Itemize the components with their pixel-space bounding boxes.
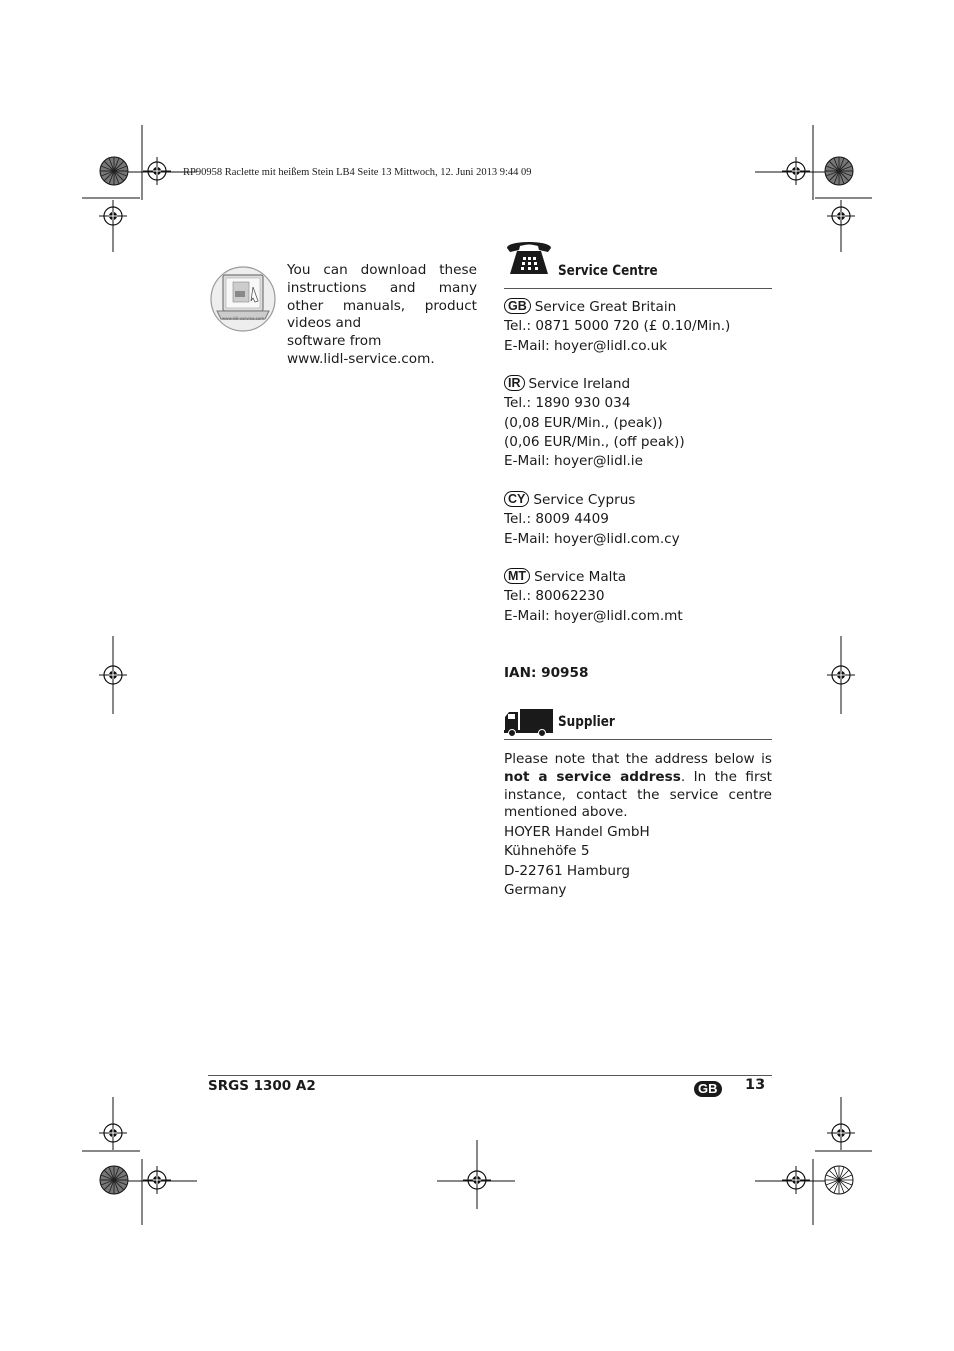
supplier-heading: Supplier: [558, 714, 615, 730]
ian-number: IAN: 90958: [504, 665, 589, 681]
service-entry-cy: CY Service Cyprus Tel.: 8009 4409 E-Mail: hoyer@lidl.com.cy: [504, 491, 774, 549]
section-divider: [504, 739, 772, 740]
supplier-note: Please note that the address below is not a service address. In the first instance, contact the service centre mentioned above.: [504, 751, 772, 821]
country-badge-ir: IR: [504, 375, 525, 391]
footer-model-number: SRGS 1300 A2: [208, 1078, 316, 1094]
download-info-text: You can download these instructions and many other manuals, product videos and software from www.lidl-service.com.: [287, 262, 477, 367]
service-entry-mt: MT Service Malta Tel.: 80062230 E-Mail: hoyer@lidl.com.mt: [504, 568, 774, 626]
print-slug-header: RP90958 Raclette mit heißem Stein LB4 Seite 13 Mittwoch, 12. Juni 2013 9:44 09: [183, 167, 532, 178]
supplier-address: HOYER Handel GmbH Kühnehöfe 5 D-22761 Hamburg Germany: [504, 824, 650, 898]
country-badge-gb: GB: [504, 298, 531, 314]
page-number: 13: [745, 1077, 766, 1093]
monitor-caption: www.lidl-service.com: [221, 316, 265, 321]
country-badge-mt: MT: [504, 568, 530, 584]
country-badge-cy: CY: [504, 491, 529, 507]
truck-icon: [504, 707, 554, 741]
service-entry-gb: GB Service Great Britain Tel.: 0871 5000 720 (£ 0.10/Min.) E-Mail: hoyer@lidl.co.uk: [504, 298, 774, 356]
lidl-service-link[interactable]: www.lidl-service.com.: [287, 350, 435, 367]
footer-divider: [208, 1075, 772, 1076]
service-entry-ir: IR Service Ireland Tel.: 1890 930 034 (0,08 EUR/Min., (peak)) (0,06 EUR/Min., (off peak)) E-Mail: hoyer@lidl.ie: [504, 375, 774, 471]
email-link[interactable]: E-Mail: hoyer@lidl.com.cy: [504, 530, 680, 547]
service-centre-heading: Service Centre: [558, 263, 658, 279]
email-link[interactable]: E-Mail: hoyer@lidl.com.mt: [504, 607, 683, 624]
footer-country-badge: GB: [694, 1078, 722, 1097]
telephone-icon: [504, 238, 554, 280]
section-divider: [504, 288, 772, 289]
email-link[interactable]: E-Mail: hoyer@lidl.co.uk: [504, 337, 668, 354]
monitor-download-icon: [209, 265, 277, 333]
email-link[interactable]: E-Mail: hoyer@lidl.ie: [504, 453, 643, 470]
